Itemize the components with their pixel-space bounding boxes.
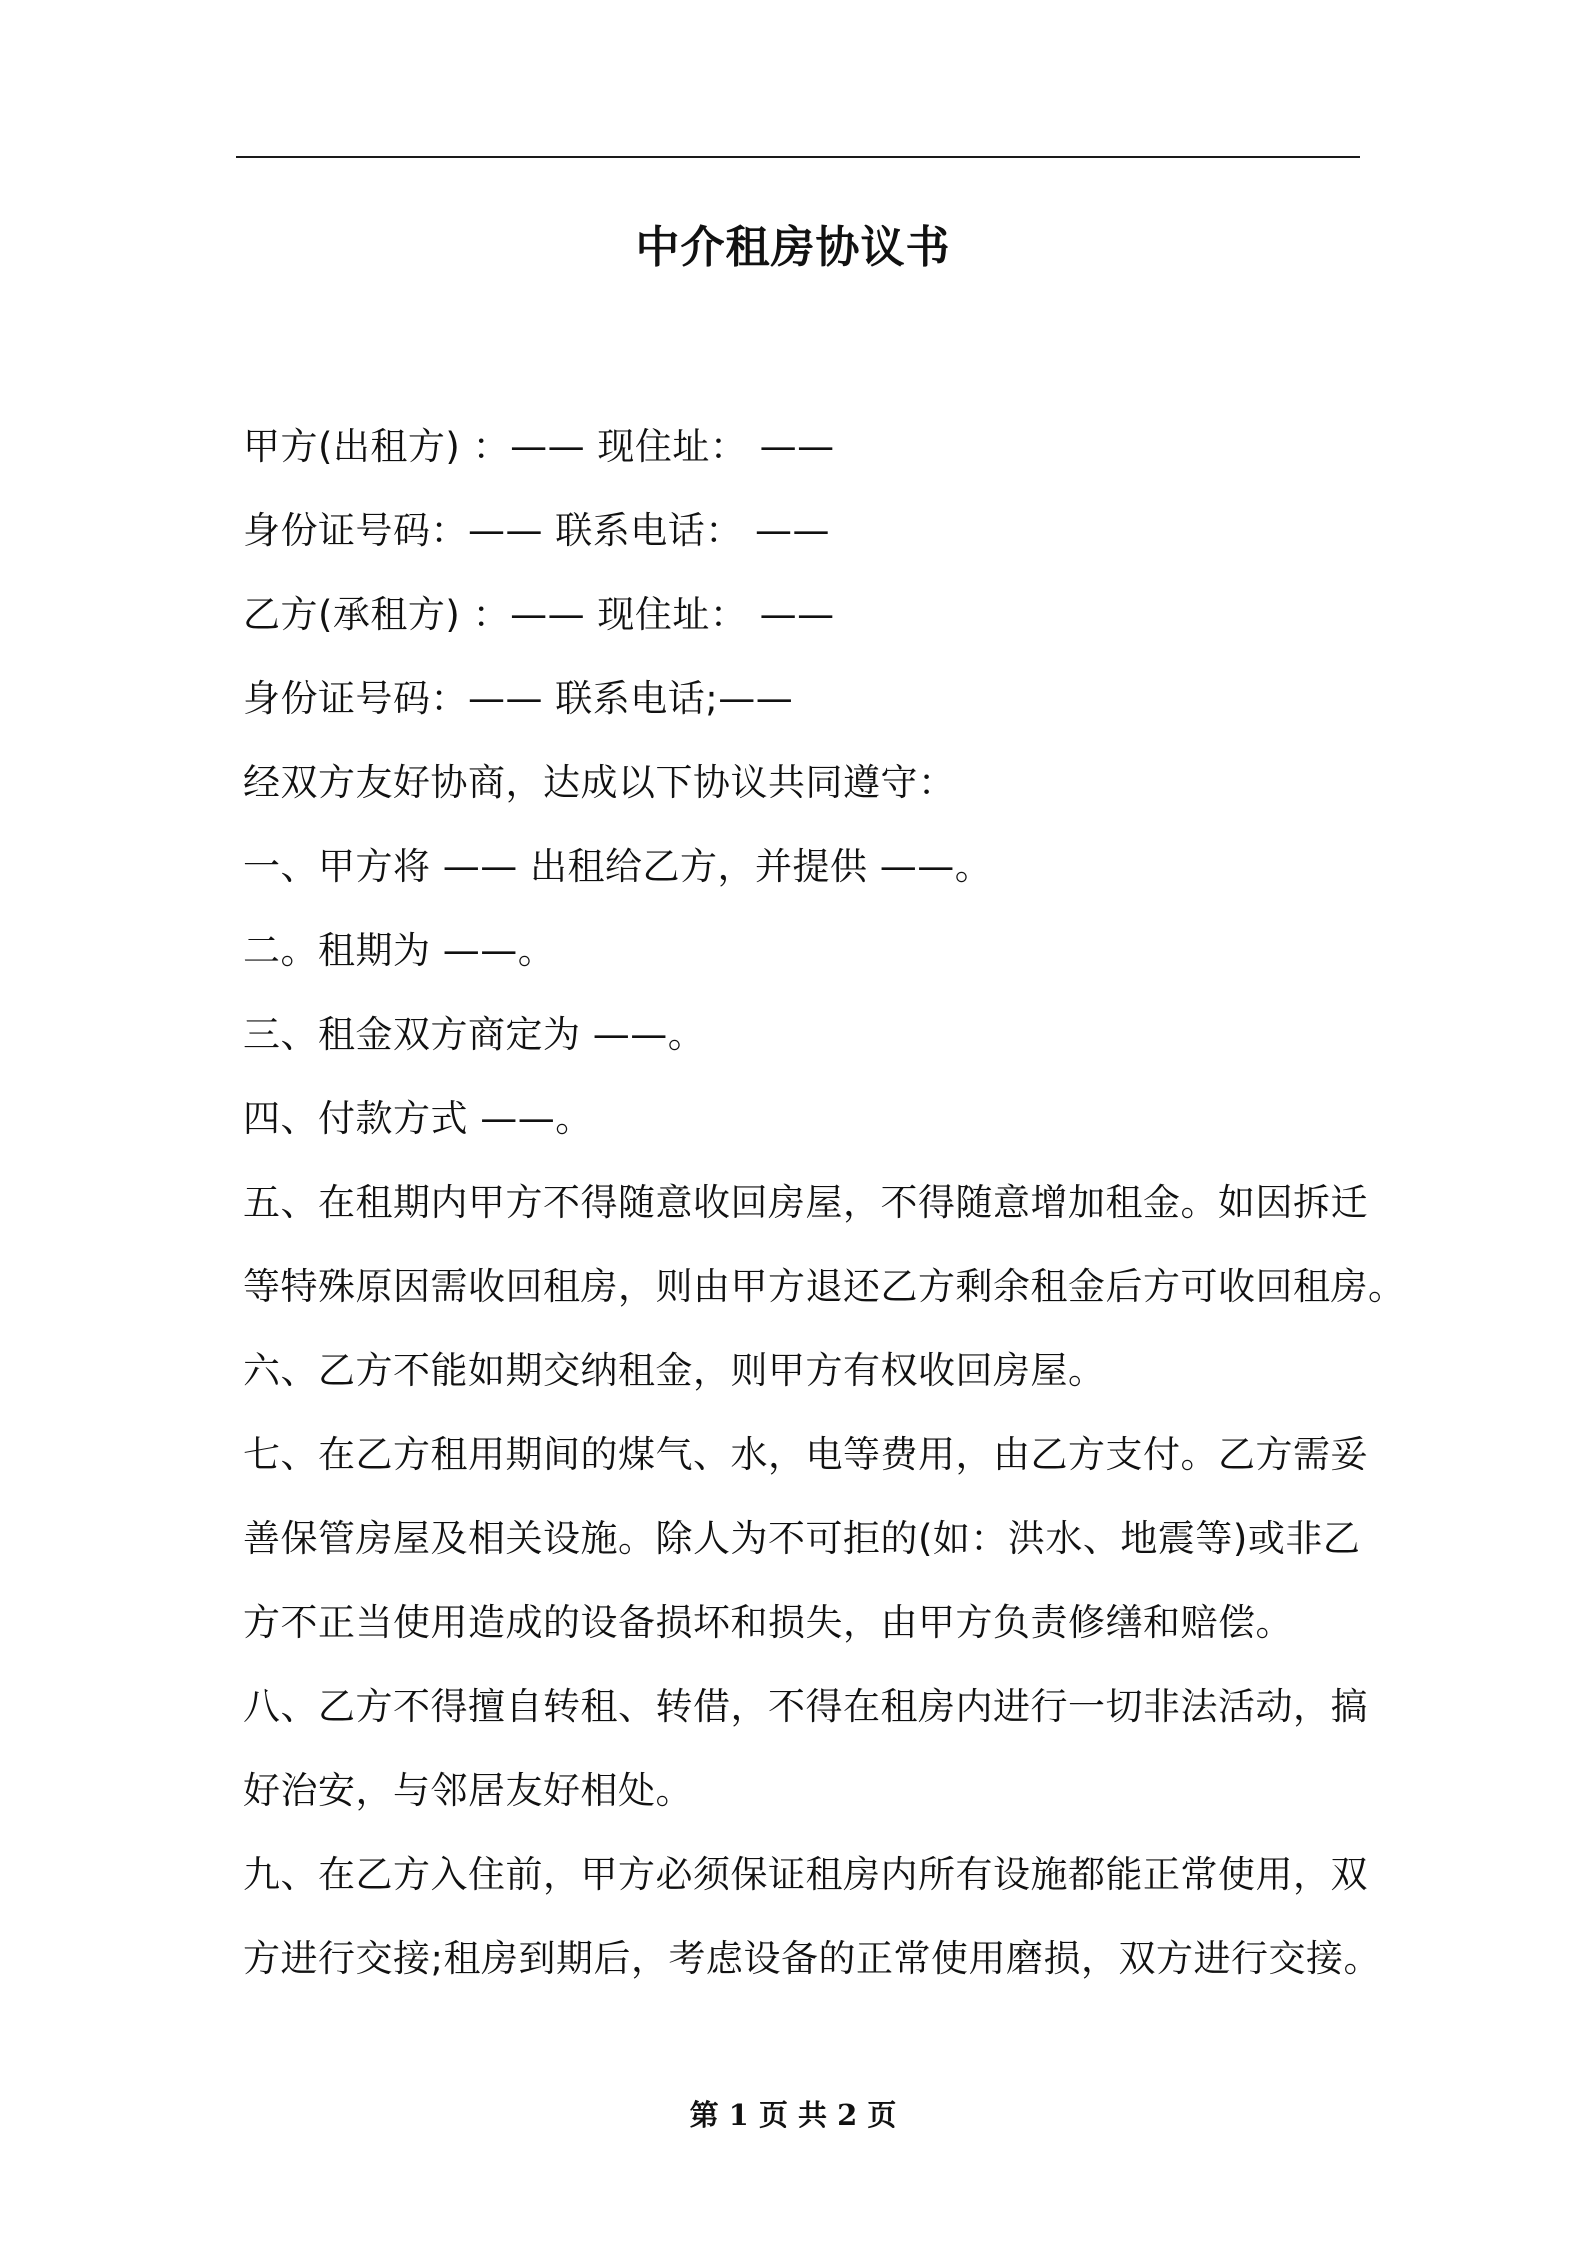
clause-3: 三、租金双方商定为 ——。 [243,1013,706,1056]
clause-5-line-1: 五、在租期内甲方不得随意收回房屋，不得随意增加租金。如因拆迁 [243,1181,1368,1224]
clause-8-line-1: 八、乙方不得擅自转租、转借，不得在租房内进行一切非法活动，搞 [243,1685,1368,1728]
clause-6: 六、乙方不能如期交纳租金，则甲方有权收回房屋。 [243,1349,1106,1392]
clause-7-line-2: 善保管房屋及相关设施。除人为不可拒的(如：洪水、地震等)或非乙 [243,1517,1361,1560]
document-title: 中介租房协议书 [635,222,951,273]
header-rule [236,156,1360,158]
party-b-line: 乙方(承租方) ：—— 现住址： —— [243,593,835,636]
clause-4: 四、付款方式 ——。 [243,1097,593,1140]
party-a-line: 甲方(出租方) ：—— 现住址： —— [243,425,835,468]
clause-7-line-3: 方不正当使用造成的设备损坏和损失，由甲方负责修缮和赔偿。 [243,1601,1293,1644]
clause-2: 二。租期为 ——。 [243,929,556,972]
document-body [243,405,1406,2001]
clause-9-line-2: 方进行交接;租房到期后，考虑设备的正常使用磨损，双方进行交接。 [243,1937,1381,1980]
clause-5-line-2: 等特殊原因需收回租房，则由甲方退还乙方剩余租金后方可收回租房。 [243,1265,1406,1308]
clause-1: 一、甲方将 —— 出租给乙方，并提供 ——。 [243,845,993,888]
party-b-id-line: 身份证号码：—— 联系电话;—— [243,677,794,720]
clause-8-line-2: 好治安，与邻居友好相处。 [243,1769,693,1812]
party-a-id-line: 身份证号码：—— 联系电话： —— [243,509,831,552]
page-number-footer: 第 1 页 共 2 页 [689,2098,897,2132]
clause-9-line-1: 九、在乙方入住前，甲方必须保证租房内所有设施都能正常使用，双 [243,1853,1368,1896]
clause-7-line-1: 七、在乙方租用期间的煤气、水，电等费用，由乙方支付。乙方需妥 [243,1433,1368,1476]
preamble-line: 经双方友好协商，达成以下协议共同遵守： [243,761,956,804]
